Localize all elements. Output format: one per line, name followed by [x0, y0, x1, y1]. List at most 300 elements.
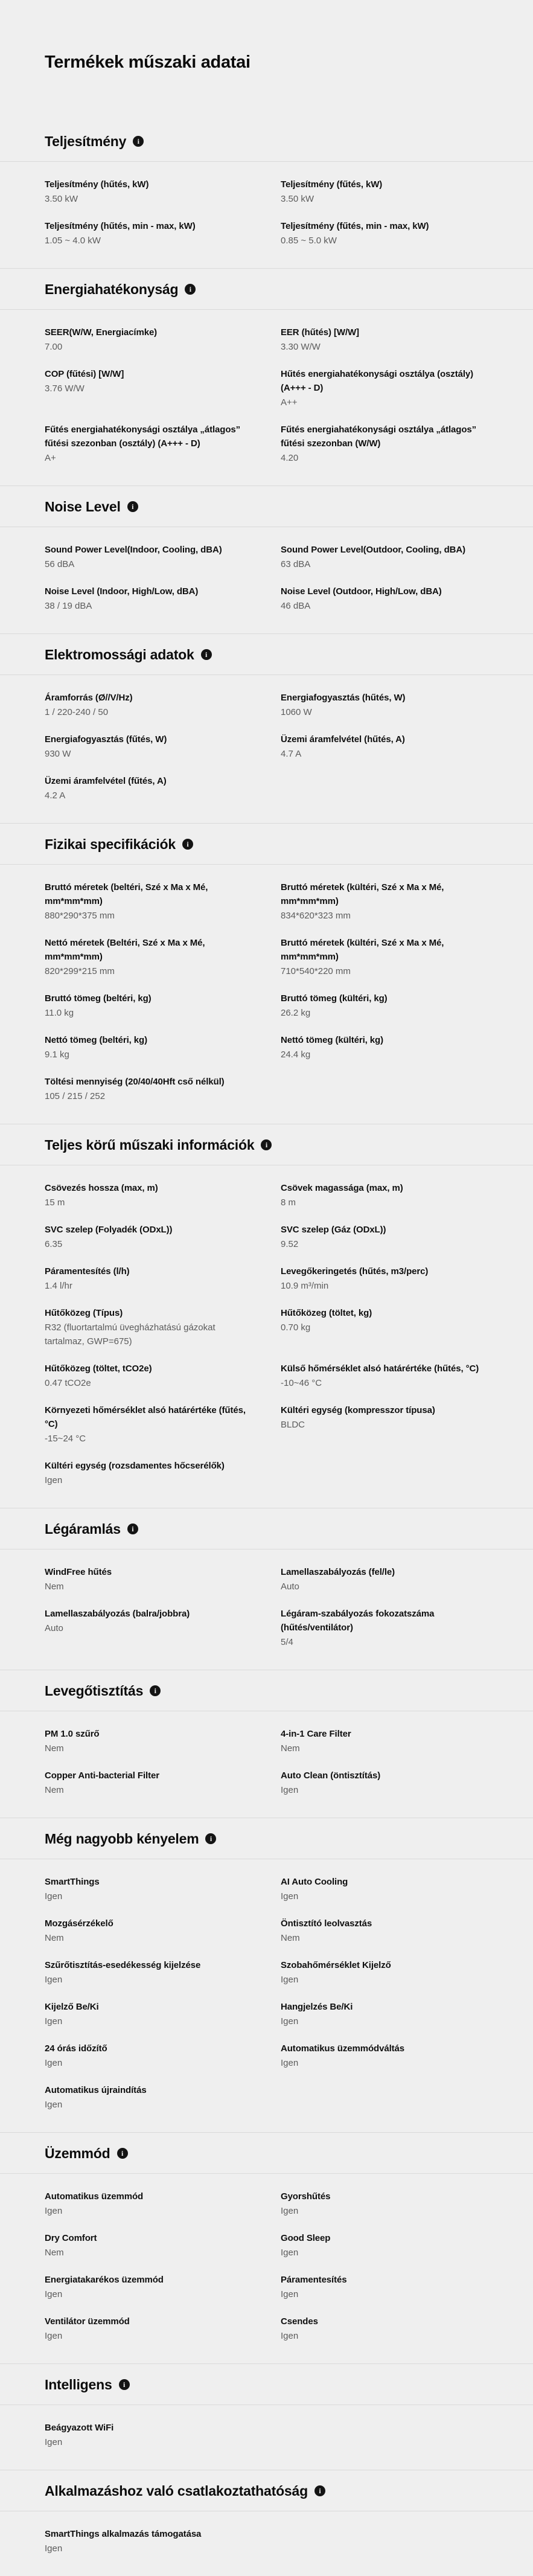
spec-rows	[0, 865, 533, 1124]
spec-value: BLDC	[281, 1420, 305, 1430]
spec-cell	[281, 423, 487, 465]
spec-value: 24.4 kg	[281, 1049, 311, 1060]
spec-label: Környezeti hőmérséklet alsó határértéke (fűtés, °C)	[45, 1405, 246, 1429]
spec-rows	[0, 1859, 533, 2132]
section-title	[45, 646, 509, 663]
section-title	[45, 2145, 509, 2162]
spec-row	[45, 1223, 509, 1251]
spec-label: Páramentesítés (l/h)	[45, 1266, 130, 1277]
spec-label: Bruttó méretek (kültéri, Szé x Ma x Mé, mm*mm*mm)	[281, 882, 444, 906]
spec-value: Igen	[281, 2331, 299, 2341]
spec-value: Igen	[281, 2016, 299, 2027]
spec-label: Energiafogyasztás (fűtés, W)	[45, 734, 167, 745]
spec-cell	[45, 585, 251, 613]
spec-cell	[45, 1769, 251, 1797]
spec-cell	[45, 2421, 251, 2449]
info-icon[interactable]: i	[261, 1139, 272, 1150]
spec-value: 880*290*375 mm	[45, 911, 115, 921]
spec-label: Sound Power Level(Outdoor, Cooling, dBA)	[281, 545, 465, 555]
spec-value: 0.85 ~ 5.0 kW	[281, 235, 337, 246]
spec-label: 24 órás időzítő	[45, 2043, 107, 2054]
spec-row	[45, 992, 509, 1020]
info-icon[interactable]: i	[119, 2379, 130, 2390]
spec-cell	[45, 1403, 251, 1446]
spec-label: Nettó méretek (Beltéri, Szé x Ma x Mé, mm*mm*mm)	[45, 938, 205, 962]
spec-row	[45, 1264, 509, 1293]
spec-row	[45, 1727, 509, 1755]
spec-cell	[45, 992, 251, 1020]
spec-row	[45, 2000, 509, 2028]
spec-label: Légáram-szabályozás fokozatszáma (hűtés/ventilátor)	[281, 1609, 435, 1633]
spec-value: A++	[281, 397, 298, 408]
spec-section	[0, 1818, 533, 2132]
spec-label: Öntisztító leolvasztás	[281, 1918, 372, 1929]
spec-label: Teljesítmény (fűtés, min - max, kW)	[281, 221, 429, 231]
spec-cell	[45, 936, 251, 978]
spec-value: 4.20	[281, 453, 299, 463]
spec-label: Kültéri egység (rozsdamentes hőcserélők)	[45, 1461, 225, 1471]
section-title-text: Levegőtisztítás	[45, 1683, 144, 1699]
spec-value: 4.7 A	[281, 749, 302, 759]
spec-cell	[281, 178, 487, 206]
spec-value: Nem	[45, 2248, 64, 2258]
spec-cell	[281, 1181, 487, 1210]
spec-value: 26.2 kg	[281, 1008, 311, 1018]
spec-cell	[45, 2042, 251, 2070]
spec-value: Igen	[281, 1891, 299, 1902]
spec-value: R32 (fluortartalmú üvegházhatású gázokat tartalmaz, GWP=675)	[45, 1322, 215, 1347]
spec-value: Igen	[281, 2058, 299, 2068]
section-header-band	[0, 1124, 533, 1165]
spec-value: -15~24 °C	[45, 1434, 86, 1444]
spec-cell	[45, 1565, 251, 1594]
spec-value: Igen	[45, 2289, 63, 2299]
spec-label: Fűtés energiahatékonysági osztálya „átlagos” fűtési szezonban (osztály) (A+++ - D)	[45, 425, 241, 449]
spec-section	[0, 121, 533, 268]
spec-label: Csövek magassága (max, m)	[281, 1183, 403, 1193]
spec-label: Good Sleep	[281, 2233, 331, 2243]
spec-value: 4.2 A	[45, 790, 66, 801]
spec-label: Csendes	[281, 2316, 318, 2327]
spec-label: SVC szelep (Gáz (ODxL))	[281, 1225, 386, 1235]
spec-cell	[281, 367, 487, 409]
spec-cell	[45, 1958, 251, 1987]
spec-label: Energiafogyasztás (hűtés, W)	[281, 693, 406, 703]
spec-row	[45, 1033, 509, 1062]
spec-label: PM 1.0 szűrő	[45, 1729, 100, 1739]
spec-cell	[45, 880, 251, 923]
spec-section	[0, 2470, 533, 2576]
spec-cell	[281, 2273, 487, 2301]
spec-value: 1.05 ~ 4.0 kW	[45, 235, 101, 246]
spec-cell	[45, 1459, 251, 1487]
spec-row	[45, 2231, 509, 2260]
spec-cell	[45, 219, 251, 248]
spec-section	[0, 1508, 533, 1670]
spec-cell	[45, 2000, 251, 2028]
section-title	[45, 1830, 509, 1847]
spec-row	[45, 1181, 509, 1210]
spec-cell	[281, 992, 487, 1020]
spec-label: Noise Level (Outdoor, High/Low, dBA)	[281, 586, 442, 597]
spec-row	[45, 2421, 509, 2449]
spec-label: SmartThings alkalmazás támogatása	[45, 2529, 202, 2539]
spec-label: COP (fűtési) [W/W]	[45, 369, 124, 379]
spec-label: EER (hűtés) [W/W]	[281, 327, 359, 338]
section-title-text: Intelligens	[45, 2377, 112, 2392]
spec-label: Nettó tömeg (kültéri, kg)	[281, 1035, 384, 1045]
spec-cell	[281, 1917, 487, 1945]
spec-label: Üzemi áramfelvétel (fűtés, A)	[45, 776, 167, 786]
spec-value: Igen	[45, 2206, 63, 2216]
spec-cell	[281, 691, 487, 719]
spec-value: 15 m	[45, 1197, 65, 1208]
spec-label: SVC szelep (Folyadék (ODxL))	[45, 1225, 173, 1235]
spec-value: 834*620*323 mm	[281, 911, 351, 921]
spec-value: Igen	[45, 2437, 63, 2447]
spec-value: 820*299*215 mm	[45, 966, 115, 976]
spec-label: Noise Level (Indoor, High/Low, dBA)	[45, 586, 199, 597]
spec-value: Igen	[281, 2206, 299, 2216]
spec-label: Csövezés hossza (max, m)	[45, 1183, 158, 1193]
spec-row	[45, 1875, 509, 1903]
spec-row	[45, 325, 509, 354]
spec-cell	[45, 1727, 251, 1755]
spec-value: Nem	[281, 1743, 300, 1754]
spec-cell	[45, 2315, 251, 2343]
spec-cell	[45, 1075, 251, 1103]
info-icon[interactable]: i	[127, 501, 138, 512]
spec-value: 1 / 220-240 / 50	[45, 707, 109, 717]
spec-row	[45, 936, 509, 978]
spec-value: 7.00	[45, 342, 63, 352]
spec-row	[45, 367, 509, 409]
spec-label: Ventilátor üzemmód	[45, 2316, 130, 2327]
spec-row	[45, 732, 509, 761]
spec-section	[0, 1670, 533, 1818]
spec-label: Lamellaszabályozás (balra/jobbra)	[45, 1609, 190, 1619]
info-icon[interactable]: i	[314, 2485, 325, 2496]
section-header-band	[0, 2363, 533, 2405]
spec-cell	[45, 2273, 251, 2301]
spec-label: Bruttó méretek (kültéri, Szé x Ma x Mé, mm*mm*mm)	[281, 938, 444, 962]
spec-cell	[45, 2190, 251, 2218]
spec-label: Bruttó méretek (beltéri, Szé x Ma x Mé, mm*mm*mm)	[45, 882, 208, 906]
spec-rows	[0, 2174, 533, 2363]
spec-row	[45, 585, 509, 613]
spec-cell	[281, 1403, 487, 1432]
info-icon[interactable]: i	[127, 1523, 138, 1534]
spec-label: Hűtőközeg (töltet, kg)	[281, 1308, 372, 1318]
section-header-band	[0, 1508, 533, 1549]
spec-section	[0, 2132, 533, 2363]
section-title-text: Még nagyobb kényelem	[45, 1831, 199, 1847]
spec-cell	[45, 2527, 251, 2555]
spec-row	[45, 774, 509, 803]
spec-value: 710*540*220 mm	[281, 966, 351, 976]
spec-section	[0, 633, 533, 823]
section-header-band	[0, 121, 533, 162]
spec-row	[45, 691, 509, 719]
section-title-text: Teljesítmény	[45, 133, 127, 149]
spec-label: Teljesítmény (hűtés, kW)	[45, 179, 149, 190]
section-header-band	[0, 2132, 533, 2174]
spec-row	[45, 2083, 509, 2112]
spec-label: Bruttó tömeg (beltéri, kg)	[45, 993, 152, 1004]
spec-cell	[45, 178, 251, 206]
spec-row	[45, 880, 509, 923]
spec-row	[45, 2273, 509, 2301]
spec-cell	[281, 1607, 487, 1649]
spec-cell	[45, 1181, 251, 1210]
spec-label: Áramforrás (Ø//V/Hz)	[45, 693, 133, 703]
spec-value: Igen	[45, 2058, 63, 2068]
spec-cell	[45, 1223, 251, 1251]
spec-label: AI Auto Cooling	[281, 1877, 348, 1887]
spec-label: Hűtés energiahatékonysági osztálya (osztály) (A+++ - D)	[281, 369, 474, 393]
spec-value: 11.0 kg	[45, 1008, 74, 1018]
spec-value: 6.35	[45, 1239, 63, 1249]
section-title	[45, 2482, 509, 2499]
spec-row	[45, 1565, 509, 1594]
spec-value: Igen	[45, 2331, 63, 2341]
spec-cell	[45, 691, 251, 719]
spec-value: 105 / 215 / 252	[45, 1091, 106, 1101]
spec-value: 3.50 kW	[281, 194, 314, 204]
spec-row	[45, 2527, 509, 2555]
spec-section	[0, 2363, 533, 2470]
spec-cell	[281, 880, 487, 923]
spec-label: SEER(W/W, Energiacímke)	[45, 327, 158, 338]
spec-row	[45, 219, 509, 248]
spec-rows	[0, 1711, 533, 1818]
spec-cell	[281, 2000, 487, 2028]
spec-cell	[281, 1306, 487, 1334]
section-header-band	[0, 1818, 533, 1859]
spec-row	[45, 423, 509, 465]
spec-label: Teljesítmény (fűtés, kW)	[281, 179, 383, 190]
spec-row	[45, 2315, 509, 2343]
spec-row	[45, 1607, 509, 1649]
spec-cell	[281, 543, 487, 571]
spec-label: Páramentesítés	[281, 2275, 347, 2285]
spec-label: Töltési mennyiség (20/40/40Hft cső nélkül)	[45, 1077, 225, 1087]
spec-row	[45, 1362, 509, 1390]
spec-label: Gyorshűtés	[281, 2191, 331, 2202]
section-header-band	[0, 268, 533, 310]
spec-value: Auto	[45, 1623, 63, 1633]
spec-value: 3.30 W/W	[281, 342, 321, 352]
page-title: Termékek műszaki adatai	[45, 53, 251, 72]
spec-value: Igen	[281, 1975, 299, 1985]
spec-value: Igen	[281, 2289, 299, 2299]
spec-row	[45, 1958, 509, 1987]
section-title-text: Üzemmód	[45, 2145, 110, 2161]
spec-value: Igen	[45, 2100, 63, 2110]
spec-section	[0, 485, 533, 633]
spec-cell	[281, 219, 487, 248]
spec-row	[45, 178, 509, 206]
spec-cell	[281, 1769, 487, 1797]
spec-cell	[45, 367, 251, 396]
info-icon[interactable]: i	[150, 1685, 161, 1696]
spec-label: Hűtőközeg (töltet, tCO2e)	[45, 1363, 152, 1374]
spec-cell	[281, 732, 487, 761]
spec-value: 0.47 tCO2e	[45, 1378, 91, 1388]
spec-label: Beágyazott WiFi	[45, 2423, 114, 2433]
spec-value: Igen	[45, 2543, 63, 2554]
spec-value: 3.76 W/W	[45, 383, 85, 394]
spec-value: 10.9 m³/min	[281, 1281, 329, 1291]
section-title-text: Elektromossági adatok	[45, 647, 194, 662]
spec-section	[0, 1124, 533, 1508]
spec-value: Nem	[281, 1933, 300, 1943]
spec-value: 5/4	[281, 1637, 293, 1647]
spec-cell	[281, 2190, 487, 2218]
spec-row	[45, 1917, 509, 1945]
section-title	[45, 1520, 509, 1537]
spec-value: 46 dBA	[281, 601, 311, 611]
spec-cell	[45, 1362, 251, 1390]
spec-cell	[281, 1875, 487, 1903]
spec-cell	[45, 1607, 251, 1635]
spec-rows	[0, 2405, 533, 2470]
spec-cell	[45, 732, 251, 761]
spec-cell	[281, 1727, 487, 1755]
spec-rows	[0, 162, 533, 268]
spec-cell	[281, 585, 487, 613]
spec-section	[0, 823, 533, 1124]
spec-row	[45, 1403, 509, 1446]
spec-cell	[281, 936, 487, 978]
spec-value: Igen	[45, 1475, 63, 1485]
spec-cell	[45, 1306, 251, 1348]
spec-label: Nettó tömeg (beltéri, kg)	[45, 1035, 148, 1045]
spec-label: Dry Comfort	[45, 2233, 97, 2243]
spec-cell	[45, 2083, 251, 2112]
spec-rows	[0, 527, 533, 633]
spec-label: Kültéri egység (kompresszor típusa)	[281, 1405, 435, 1415]
spec-row	[45, 1306, 509, 1348]
section-header-band	[0, 2470, 533, 2511]
spec-cell	[45, 2231, 251, 2260]
spec-cell	[281, 1362, 487, 1390]
spec-cell	[281, 2231, 487, 2260]
section-title-text: Fizikai specifikációk	[45, 836, 176, 852]
spec-cell	[281, 325, 487, 354]
spec-label: Üzemi áramfelvétel (hűtés, A)	[281, 734, 405, 745]
spec-cell	[281, 2042, 487, 2070]
spec-value: Auto	[281, 1581, 299, 1592]
spec-label: Levegőkeringetés (hűtés, m3/perc)	[281, 1266, 429, 1277]
info-icon[interactable]: i	[185, 284, 196, 295]
section-header-band	[0, 823, 533, 865]
spec-value: Nem	[45, 1933, 64, 1943]
spec-value: 3.50 kW	[45, 194, 78, 204]
spec-rows	[0, 2511, 533, 2576]
spec-value: 1.4 l/hr	[45, 1281, 72, 1291]
spec-label: Auto Clean (öntisztítás)	[281, 1770, 381, 1781]
spec-cell	[45, 325, 251, 354]
spec-label: Lamellaszabályozás (fel/le)	[281, 1567, 395, 1577]
spec-value: Igen	[45, 1975, 63, 1985]
spec-label: WindFree hűtés	[45, 1567, 112, 1577]
spec-cell	[281, 1958, 487, 1987]
spec-value: 38 / 19 dBA	[45, 601, 92, 611]
spec-label: Szobahőmérséklet Kijelző	[281, 1960, 391, 1970]
spec-label: Automatikus újraindítás	[45, 2085, 147, 2095]
spec-cell	[281, 1033, 487, 1062]
spec-value: Igen	[281, 1785, 299, 1795]
spec-value: 930 W	[45, 749, 71, 759]
info-icon[interactable]: i	[182, 839, 193, 850]
spec-row	[45, 2190, 509, 2218]
spec-label: SmartThings	[45, 1877, 100, 1887]
spec-value: Nem	[45, 1785, 64, 1795]
spec-label: Külső hőmérséklet alsó határértéke (hűtés, °C)	[281, 1363, 479, 1374]
info-icon[interactable]: i	[117, 2148, 128, 2159]
section-title-text: Energiahatékonyság	[45, 281, 179, 297]
spec-rows	[0, 675, 533, 823]
spec-value: Nem	[45, 1743, 64, 1754]
spec-label: Fűtés energiahatékonysági osztálya „átlagos” fűtési szezonban (W/W)	[281, 425, 477, 449]
spec-label: Bruttó tömeg (kültéri, kg)	[281, 993, 388, 1004]
section-title-text: Alkalmazáshoz való csatlakoztathatóság	[45, 2483, 308, 2499]
spec-label: Energiatakarékos üzemmód	[45, 2275, 164, 2285]
spec-cell	[281, 1223, 487, 1251]
spec-label: Hangjelzés Be/Ki	[281, 2002, 353, 2012]
spec-cell	[45, 423, 251, 465]
spec-value: -10~46 °C	[281, 1378, 322, 1388]
section-title	[45, 281, 509, 298]
info-icon[interactable]: i	[133, 136, 144, 147]
spec-row	[45, 543, 509, 571]
spec-value: Igen	[45, 2016, 63, 2027]
spec-label: Teljesítmény (hűtés, min - max, kW)	[45, 221, 196, 231]
spec-label: Hűtőközeg (Típus)	[45, 1308, 123, 1318]
section-title	[45, 2376, 509, 2393]
spec-label: Copper Anti-bacterial Filter	[45, 1770, 160, 1781]
section-title	[45, 1682, 509, 1699]
info-icon[interactable]: i	[205, 1833, 216, 1844]
spec-label: Automatikus üzemmód	[45, 2191, 144, 2202]
spec-row	[45, 2042, 509, 2070]
spec-rows	[0, 1165, 533, 1508]
section-title	[45, 498, 509, 515]
spec-label: Kijelző Be/Ki	[45, 2002, 99, 2012]
spec-label: Mozgásérzékelő	[45, 1918, 113, 1929]
spec-label: Sound Power Level(Indoor, Cooling, dBA)	[45, 545, 222, 555]
spec-value: 0.70 kg	[281, 1322, 311, 1333]
section-header-band	[0, 485, 533, 527]
spec-row	[45, 1075, 509, 1103]
info-icon[interactable]: i	[201, 649, 212, 660]
spec-rows	[0, 1549, 533, 1670]
spec-value: 9.52	[281, 1239, 299, 1249]
section-title-text: Légáramlás	[45, 1521, 121, 1537]
section-title	[45, 133, 509, 150]
section-title	[45, 1136, 509, 1153]
spec-cell	[45, 1033, 251, 1062]
spec-cell	[281, 1264, 487, 1293]
spec-value: Igen	[281, 2248, 299, 2258]
spec-cell	[281, 2315, 487, 2343]
section-title	[45, 836, 509, 853]
spec-value: 1060 W	[281, 707, 312, 717]
spec-value: 8 m	[281, 1197, 296, 1208]
spec-section	[0, 268, 533, 485]
spec-value: Igen	[45, 1891, 63, 1902]
